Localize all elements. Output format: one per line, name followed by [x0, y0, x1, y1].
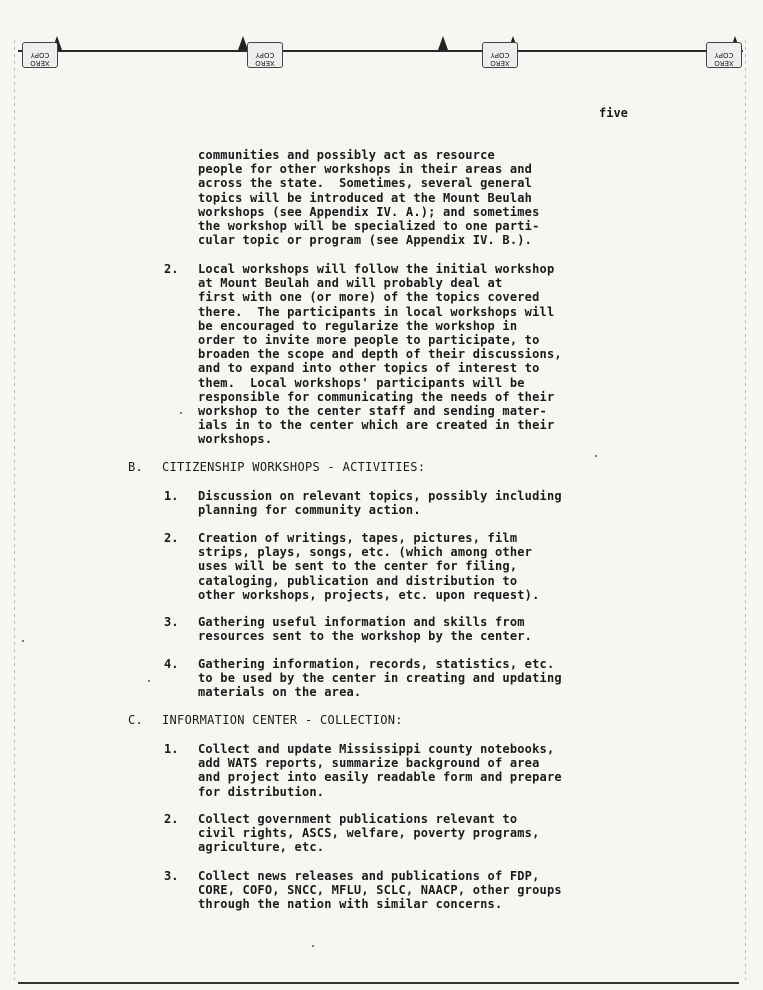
scan-speck: [312, 945, 314, 947]
section-letter: B.: [128, 460, 144, 474]
section-letter: C.: [128, 713, 144, 727]
xero-copy-stamp: XERO COPY: [247, 42, 283, 68]
intro-paragraph: communities and possibly act as resource people for other workshops in their areas and across the state. Sometimes, several general topics will be introduced at the Mount Beulah workshops (see Appendix IV. A.); and sometimes the workshop will be specialized to one parti- cular topic or program (see Appendix IV. B.).: [198, 148, 540, 248]
list-item: Gathering useful information and skills from resources sent to the workshop by the center.: [198, 615, 533, 644]
item-number: 3.: [164, 869, 179, 883]
scan-speck: [148, 680, 150, 682]
list-item: Collect and update Mississippi county notebooks, add WATS reports, summarize background of area and project into easily readable form and prepare for distribution.: [198, 742, 562, 799]
item-number: 2.: [164, 531, 179, 545]
item-number: 1.: [164, 489, 179, 503]
item-number: 2.: [164, 812, 179, 826]
item-number: 2.: [164, 262, 179, 276]
list-item: Collect news releases and publications of FDP, CORE, COFO, SNCC, MFLU, SCLC, NAACP, other groups through the nation with similar concerns.: [198, 869, 562, 912]
item-number: 4.: [164, 657, 179, 671]
scan-speck: [180, 412, 182, 414]
list-item: Creation of writings, tapes, pictures, film strips, plays, songs, etc. (which among other uses will be sent to the center for filing, cataloging, publication and distribution to other workshops, projects, etc. upon request).: [198, 531, 540, 602]
list-item: Discussion on relevant topics, possibly including planning for community action.: [198, 489, 562, 518]
left-margin-line: [14, 40, 15, 980]
xero-copy-stamp: XERO COPY: [22, 42, 58, 68]
page-number: five: [599, 106, 628, 120]
scan-speck: [595, 455, 597, 457]
section-heading: INFORMATION CENTER - COLLECTION:: [162, 713, 403, 727]
xero-copy-stamp: XERO COPY: [706, 42, 742, 68]
xero-copy-stamp: XERO COPY: [482, 42, 518, 68]
scan-speck: [22, 640, 24, 642]
list-item: Collect government publications relevant to civil rights, ASCS, welfare, poverty programs, agriculture, etc.: [198, 812, 540, 855]
item-number: 1.: [164, 742, 179, 756]
right-margin-line: [745, 40, 746, 980]
section-heading: CITIZENSHIP WORKSHOPS - ACTIVITIES:: [162, 460, 426, 474]
local-workshops-paragraph: Local workshops will follow the initial workshop at Mount Beulah and will probably deal at first with one (or more) of the topics covered there. The participants in local workshops will be encouraged to regularize the workshop in order to invite more people to participate, to broaden the scope and depth of their discussions, and to expand into other topics of interest to them. Local workshops' participants will be responsible for communicating the needs of their workshop to the center staff and sending mater- ials in to the center which are created in their workshops.: [198, 262, 562, 447]
binder-tab-icon: [438, 36, 448, 50]
page-top-border: [18, 50, 743, 52]
list-item: Gathering information, records, statistics, etc. to be used by the center in creating and updating materials on the area.: [198, 657, 562, 700]
item-number: 3.: [164, 615, 179, 629]
page-bottom-border: [18, 982, 739, 984]
